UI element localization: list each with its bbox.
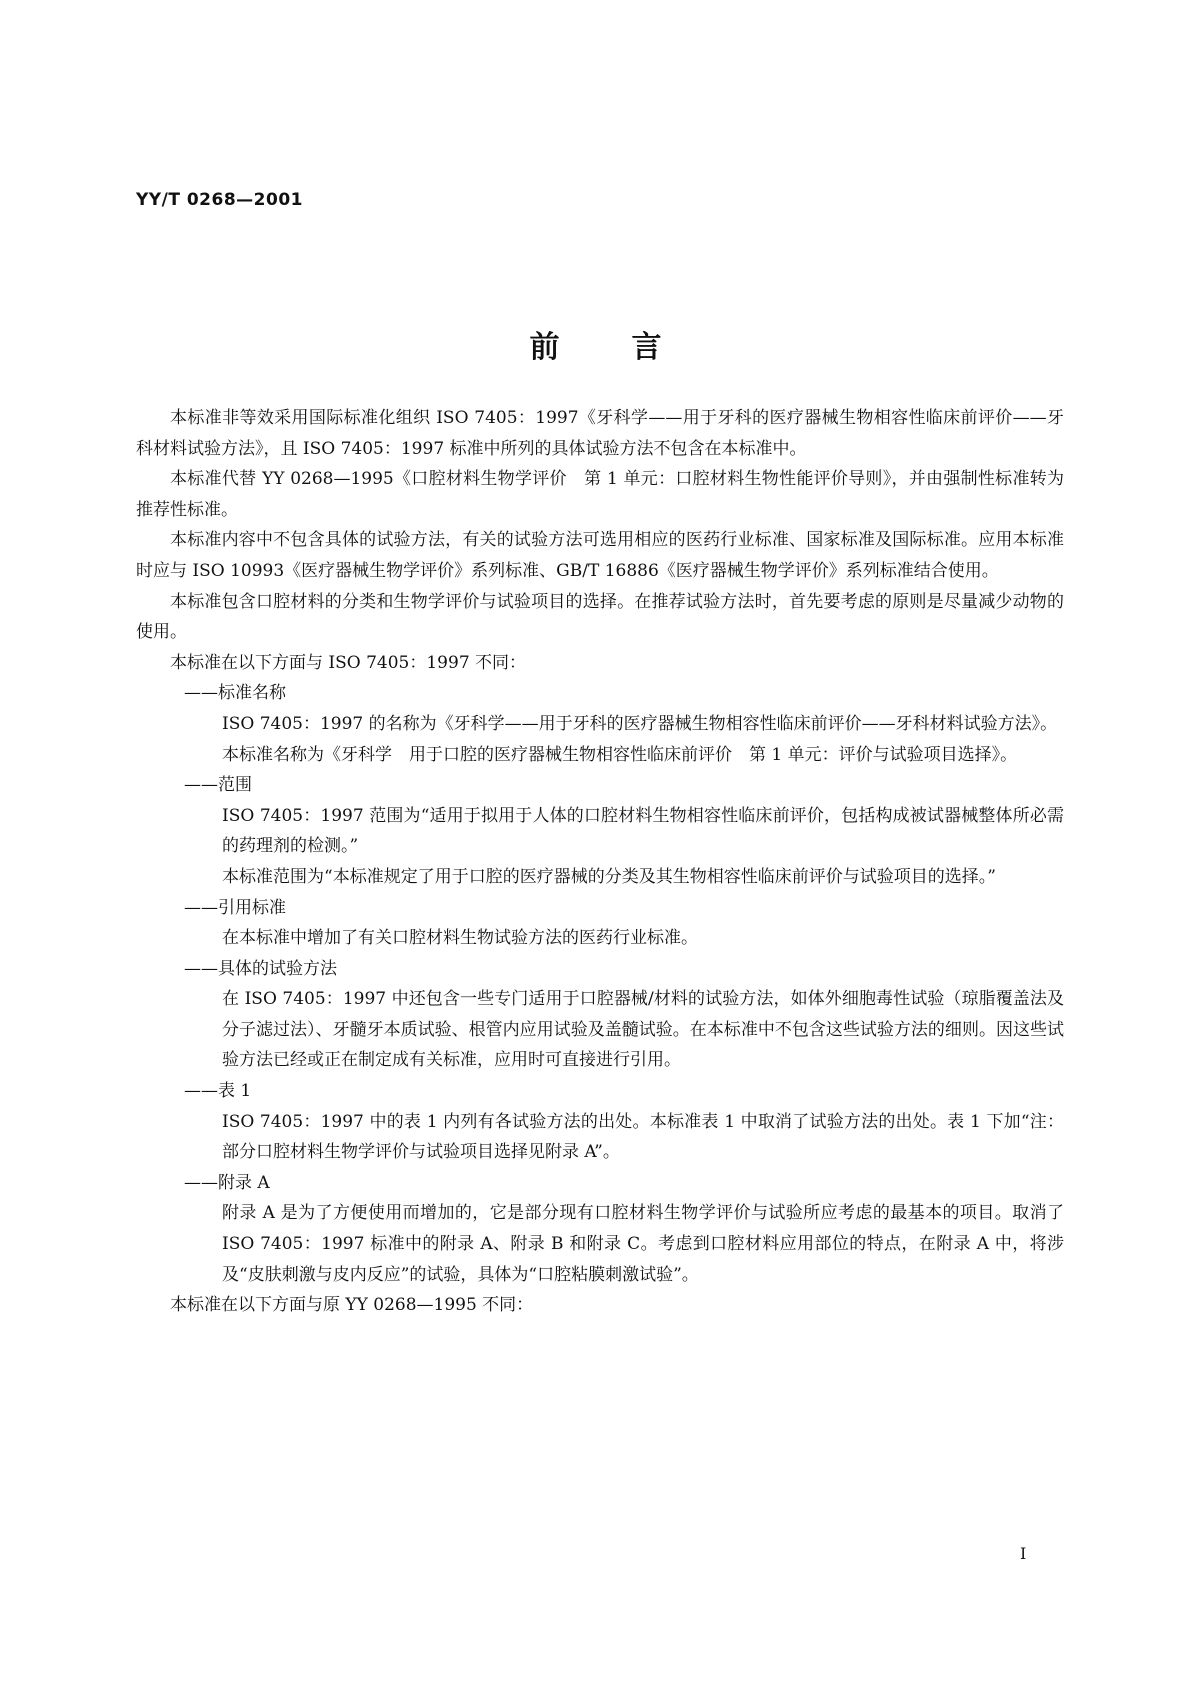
page-number: I [1020, 1544, 1027, 1563]
difference-heading: ——标准名称 [184, 683, 286, 704]
difference-item: ISO 7405：1997 范围为“适用于拟用于人体的口腔材料生物相容性临床前评价，包括构成被试器械整体所必需的药理剂的检测。” [222, 805, 1064, 857]
difference-item: 在 ISO 7405：1997 中还包含一些专门适用于口腔器械/材料的试验方法，如体外细胞毒性试验（琼脂覆盖法及分子滤过法）、牙髓牙本质试验、根管内应用试验及盖髓试验。在本标准中不包含这些试验方法的细则。因这些试验方法已经或正在制定成有关标准，应用时可直接进行引用。 [222, 989, 1064, 1071]
difference-heading: ——附录 A [184, 1172, 270, 1193]
difference-heading: ——引用标准 [184, 897, 286, 918]
difference-item: 附录 A 是为了方便使用而增加的，它是部分现有口腔材料生物学评价与试验所应考虑的最基本的项目。取消了 ISO 7405：1997 标准中的附录 A、附录 B 和附录 C。考虑到口腔材料应用部位的特点，在附录 A 中，将涉及“皮肤刺激与皮内反应”的试验，具体为“口腔粘膜刺激试验”。 [222, 1203, 1064, 1285]
page-title: 前言 [529, 330, 734, 365]
difference-item: 本标准范围为“本标准规定了用于口腔的医疗器械的分类及其生物相容性临床前评价与试验项目的选择。” [222, 866, 996, 887]
difference-item: 在本标准中增加了有关口腔材料生物试验方法的医药行业标准。 [222, 928, 698, 949]
paragraph: 本标准内容中不包含具体的试验方法，有关的试验方法可选用相应的医药行业标准、国家标准及国际标准。应用本标准时应与 ISO 10993《医疗器械生物学评价》系列标准、GB/T 16886《医疗器械生物学评价》系列标准结合使用。 [136, 530, 1064, 581]
paragraph: 本标准包含口腔材料的分类和生物学评价与试验项目的选择。在推荐试验方法时，首先要考虑的原则是尽量减少动物的使用。 [136, 591, 1064, 643]
paragraph: 本标准在以下方面与 ISO 7405：1997 不同： [170, 652, 527, 673]
difference-heading: ——具体的试验方法 [184, 958, 337, 979]
closing-paragraph: 本标准在以下方面与原 YY 0268—1995 不同： [170, 1295, 534, 1316]
standard-code: YY/T 0268—2001 [136, 190, 303, 210]
difference-item: ISO 7405：1997 中的表 1 内列有各试验方法的出处。本标准表 1 中取消了试验方法的出处。表 1 下加“注：部分口腔材料生物学评价与试验项目选择见附录 A”。 [222, 1111, 1064, 1163]
difference-item: 本标准名称为《牙科学 用于口腔的医疗器械生物相容性临床前评价 第 1 单元：评价与试验项目选择》。 [222, 744, 1018, 765]
difference-heading: ——表 1 [184, 1081, 252, 1102]
paragraph: 本标准代替 YY 0268—1995《口腔材料生物学评价 第 1 单元：口腔材料生物性能评价导则》，并由强制性标准转为推荐性标准。 [136, 469, 1064, 520]
difference-heading: ——范围 [184, 775, 252, 796]
difference-item: ISO 7405：1997 的名称为《牙科学——用于牙科的医疗器械生物相容性临床前评价——牙科材料试验方法》。 [222, 713, 1058, 734]
document-body [136, 403, 1064, 1321]
paragraph: 本标准非等效采用国际标准化组织 ISO 7405：1997《牙科学——用于牙科的医疗器械生物相容性临床前评价——牙科材料试验方法》，且 ISO 7405：1997 标准中所列的具体试验方法不包含在本标准中。 [136, 408, 1064, 459]
